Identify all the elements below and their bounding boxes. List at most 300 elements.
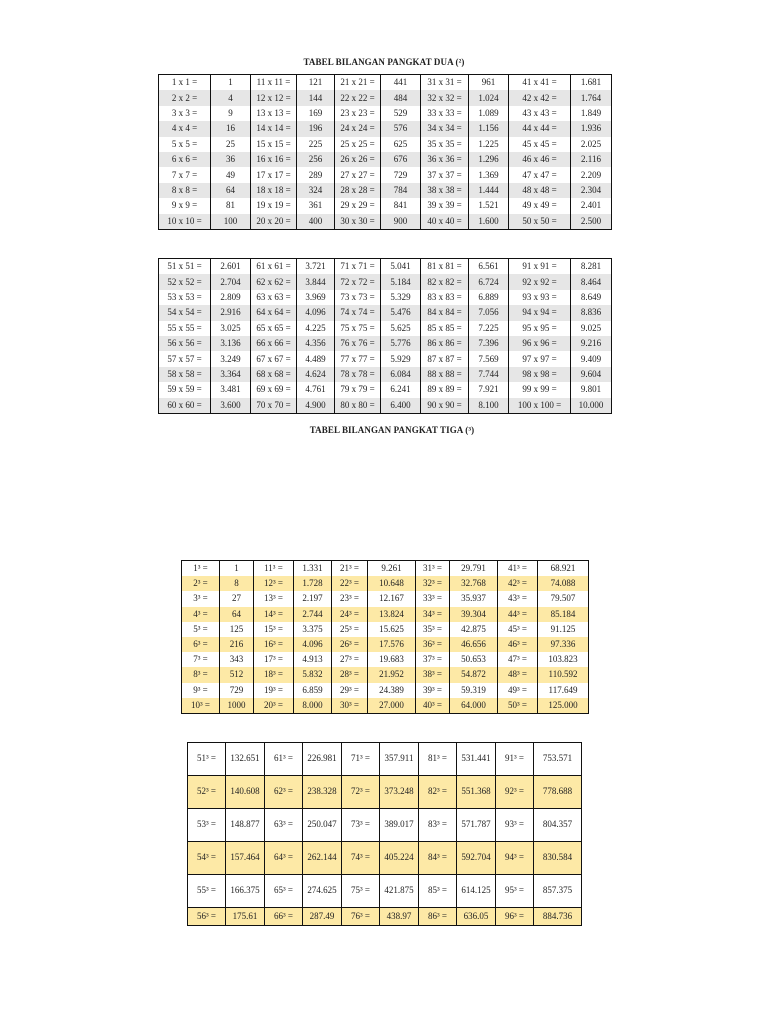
result-cell: 225 <box>297 137 335 152</box>
expression-cell: 51³ = <box>188 743 226 776</box>
result-cell: 1.849 <box>571 106 612 121</box>
expression-cell: 73 x 73 = <box>335 290 381 305</box>
result-cell: 50.653 <box>450 652 498 667</box>
expression-cell: 23 x 23 = <box>335 106 381 121</box>
result-cell: 361 <box>297 198 335 213</box>
expression-cell: 76³ = <box>342 908 380 926</box>
result-cell: 27 <box>220 591 254 606</box>
result-cell: 13.824 <box>368 607 416 622</box>
result-cell: 5.184 <box>381 274 421 289</box>
expression-cell: 46³ = <box>498 637 538 652</box>
expression-cell: 88 x 88 = <box>421 367 469 382</box>
expression-cell: 20 x 20 = <box>251 214 297 230</box>
expression-cell: 93³ = <box>496 809 534 842</box>
result-cell: 3.025 <box>211 321 251 336</box>
table-row <box>159 106 612 121</box>
table-row <box>159 198 612 213</box>
expression-cell: 15³ = <box>254 622 294 637</box>
result-cell: 64.000 <box>450 698 498 714</box>
result-cell: 636.05 <box>457 908 496 926</box>
result-cell: 79.507 <box>538 591 589 606</box>
expression-cell: 53 x 53 = <box>159 290 211 305</box>
expression-cell: 68 x 68 = <box>251 367 297 382</box>
result-cell: 7.921 <box>469 382 509 397</box>
result-cell: 157.464 <box>226 842 265 875</box>
result-cell: 8 <box>220 576 254 591</box>
expression-cell: 20³ = <box>254 698 294 714</box>
expression-cell: 11 x 11 = <box>251 75 297 91</box>
result-cell: 6.561 <box>469 259 509 275</box>
expression-cell: 94 x 94 = <box>509 305 571 320</box>
result-cell: 125.000 <box>538 698 589 714</box>
expression-cell: 94³ = <box>496 842 534 875</box>
result-cell: 529 <box>381 106 421 121</box>
result-cell: 729 <box>381 167 421 182</box>
expression-cell: 100 x 100 = <box>509 398 571 414</box>
expression-cell: 71³ = <box>342 743 380 776</box>
result-cell: 10.648 <box>368 576 416 591</box>
result-cell: 512 <box>220 667 254 682</box>
expression-cell: 69 x 69 = <box>251 382 297 397</box>
expression-cell: 4 x 4 = <box>159 121 211 136</box>
result-cell: 289 <box>297 167 335 182</box>
expression-cell: 24³ = <box>332 607 368 622</box>
table-row <box>159 321 612 336</box>
expression-cell: 82 x 82 = <box>421 274 469 289</box>
result-cell: 1.681 <box>571 75 612 91</box>
expression-cell: 72³ = <box>342 776 380 809</box>
expression-cell: 7 x 7 = <box>159 167 211 182</box>
result-cell: 148.877 <box>226 809 265 842</box>
expression-cell: 25³ = <box>332 622 368 637</box>
expression-cell: 5³ = <box>182 622 220 637</box>
result-cell: 54.872 <box>450 667 498 682</box>
result-cell: 9.801 <box>571 382 612 397</box>
result-cell: 132.651 <box>226 743 265 776</box>
result-cell: 262.144 <box>303 842 342 875</box>
result-cell: 287.49 <box>303 908 342 926</box>
result-cell: 226.981 <box>303 743 342 776</box>
result-cell: 1.296 <box>469 152 509 167</box>
expression-cell: 52³ = <box>188 776 226 809</box>
result-cell: 196 <box>297 121 335 136</box>
expression-cell: 85 x 85 = <box>421 321 469 336</box>
result-cell: 2.809 <box>211 290 251 305</box>
table-row <box>159 183 612 198</box>
result-cell: 10.000 <box>571 398 612 414</box>
expression-cell: 10 x 10 = <box>159 214 211 230</box>
result-cell: 5.476 <box>381 305 421 320</box>
result-cell: 4.761 <box>297 382 335 397</box>
expression-cell: 8³ = <box>182 667 220 682</box>
expression-cell: 72 x 72 = <box>335 274 381 289</box>
table-row <box>159 75 612 91</box>
expression-cell: 67 x 67 = <box>251 351 297 366</box>
result-cell: 4.624 <box>297 367 335 382</box>
expression-cell: 8 x 8 = <box>159 183 211 198</box>
expression-cell: 40³ = <box>416 698 450 714</box>
result-cell: 1.024 <box>469 90 509 105</box>
expression-cell: 43³ = <box>498 591 538 606</box>
table-row <box>159 382 612 397</box>
result-cell: 9 <box>211 106 251 121</box>
expression-cell: 84 x 84 = <box>421 305 469 320</box>
expression-cell: 91 x 91 = <box>509 259 571 275</box>
result-cell: 1.764 <box>571 90 612 105</box>
result-cell: 3.481 <box>211 382 251 397</box>
expression-cell: 6³ = <box>182 637 220 652</box>
result-cell: 1.521 <box>469 198 509 213</box>
expression-cell: 70 x 70 = <box>251 398 297 414</box>
expression-cell: 58 x 58 = <box>159 367 211 382</box>
result-cell: 4.913 <box>294 652 332 667</box>
expression-cell: 34 x 34 = <box>421 121 469 136</box>
expression-cell: 13³ = <box>254 591 294 606</box>
expression-cell: 15 x 15 = <box>251 137 297 152</box>
result-cell: 16 <box>211 121 251 136</box>
result-cell: 4.900 <box>297 398 335 414</box>
expression-cell: 86³ = <box>419 908 457 926</box>
expression-cell: 49³ = <box>498 683 538 698</box>
result-cell: 884.736 <box>534 908 582 926</box>
expression-cell: 36 x 36 = <box>421 152 469 167</box>
table-row <box>159 121 612 136</box>
result-cell: 97.336 <box>538 637 589 652</box>
table-row <box>159 137 612 152</box>
expression-cell: 32 x 32 = <box>421 90 469 105</box>
result-cell: 103.823 <box>538 652 589 667</box>
expression-cell: 52 x 52 = <box>159 274 211 289</box>
expression-cell: 39 x 39 = <box>421 198 469 213</box>
expression-cell: 85³ = <box>419 875 457 908</box>
result-cell: 256 <box>297 152 335 167</box>
result-cell: 6.889 <box>469 290 509 305</box>
expression-cell: 55³ = <box>188 875 226 908</box>
result-cell: 857.375 <box>534 875 582 908</box>
table-row <box>182 591 589 606</box>
result-cell: 2.704 <box>211 274 251 289</box>
result-cell: 6.724 <box>469 274 509 289</box>
expression-cell: 50 x 50 = <box>509 214 571 230</box>
expression-cell: 21 x 21 = <box>335 75 381 91</box>
expression-cell: 40 x 40 = <box>421 214 469 230</box>
result-cell: 438.97 <box>380 908 419 926</box>
result-cell: 729 <box>220 683 254 698</box>
expression-cell: 21³ = <box>332 561 368 577</box>
result-cell: 4 <box>211 90 251 105</box>
expression-cell: 17 x 17 = <box>251 167 297 182</box>
cubes-table-1 <box>181 560 589 714</box>
result-cell: 238.328 <box>303 776 342 809</box>
expression-cell: 31³ = <box>416 561 450 577</box>
table-row <box>159 398 612 414</box>
result-cell: 12.167 <box>368 591 416 606</box>
result-cell: 1.600 <box>469 214 509 230</box>
result-cell: 117.649 <box>538 683 589 698</box>
result-cell: 9.261 <box>368 561 416 577</box>
expression-cell: 89 x 89 = <box>421 382 469 397</box>
expression-cell: 64³ = <box>265 842 303 875</box>
result-cell: 3.249 <box>211 351 251 366</box>
result-cell: 804.357 <box>534 809 582 842</box>
result-cell: 8.464 <box>571 274 612 289</box>
result-cell: 1.369 <box>469 167 509 182</box>
result-cell: 4.356 <box>297 336 335 351</box>
result-cell: 74.088 <box>538 576 589 591</box>
expression-cell: 30³ = <box>332 698 368 714</box>
result-cell: 357.911 <box>380 743 419 776</box>
expression-cell: 61³ = <box>265 743 303 776</box>
expression-cell: 45 x 45 = <box>509 137 571 152</box>
expression-cell: 45³ = <box>498 622 538 637</box>
result-cell: 9.216 <box>571 336 612 351</box>
table-row <box>182 622 589 637</box>
result-cell: 2.304 <box>571 183 612 198</box>
result-cell: 110.592 <box>538 667 589 682</box>
expression-cell: 29³ = <box>332 683 368 698</box>
result-cell: 17.576 <box>368 637 416 652</box>
result-cell: 24.389 <box>368 683 416 698</box>
result-cell: 8.100 <box>469 398 509 414</box>
result-cell: 2.916 <box>211 305 251 320</box>
result-cell: 2.116 <box>571 152 612 167</box>
expression-cell: 87 x 87 = <box>421 351 469 366</box>
expression-cell: 80 x 80 = <box>335 398 381 414</box>
result-cell: 125 <box>220 622 254 637</box>
result-cell: 15.625 <box>368 622 416 637</box>
result-cell: 6.400 <box>381 398 421 414</box>
expression-cell: 33³ = <box>416 591 450 606</box>
expression-cell: 96 x 96 = <box>509 336 571 351</box>
expression-cell: 18³ = <box>254 667 294 682</box>
table-row <box>182 683 589 698</box>
expression-cell: 34³ = <box>416 607 450 622</box>
result-cell: 2.744 <box>294 607 332 622</box>
table-row <box>182 667 589 682</box>
result-cell: 5.329 <box>381 290 421 305</box>
expression-cell: 61 x 61 = <box>251 259 297 275</box>
result-cell: 900 <box>381 214 421 230</box>
result-cell: 36 <box>211 152 251 167</box>
expression-cell: 32³ = <box>416 576 450 591</box>
result-cell: 614.125 <box>457 875 496 908</box>
squares-table-2 <box>158 258 612 414</box>
expression-cell: 11³ = <box>254 561 294 577</box>
result-cell: 7.056 <box>469 305 509 320</box>
result-cell: 389.017 <box>380 809 419 842</box>
expression-cell: 26³ = <box>332 637 368 652</box>
expression-cell: 42³ = <box>498 576 538 591</box>
expression-cell: 19 x 19 = <box>251 198 297 213</box>
table-row <box>188 809 582 842</box>
expression-cell: 60 x 60 = <box>159 398 211 414</box>
result-cell: 6.859 <box>294 683 332 698</box>
result-cell: 250.047 <box>303 809 342 842</box>
expression-cell: 9 x 9 = <box>159 198 211 213</box>
result-cell: 1 <box>211 75 251 91</box>
expression-cell: 28³ = <box>332 667 368 682</box>
expression-cell: 7³ = <box>182 652 220 667</box>
expression-cell: 75 x 75 = <box>335 321 381 336</box>
table-row <box>159 305 612 320</box>
result-cell: 1.444 <box>469 183 509 198</box>
result-cell: 2.209 <box>571 167 612 182</box>
expression-cell: 22 x 22 = <box>335 90 381 105</box>
result-cell: 6.241 <box>381 382 421 397</box>
expression-cell: 49 x 49 = <box>509 198 571 213</box>
expression-cell: 37 x 37 = <box>421 167 469 182</box>
result-cell: 169 <box>297 106 335 121</box>
expression-cell: 5 x 5 = <box>159 137 211 152</box>
result-cell: 7.569 <box>469 351 509 366</box>
result-cell: 42.875 <box>450 622 498 637</box>
result-cell: 7.396 <box>469 336 509 351</box>
result-cell: 1 <box>220 561 254 577</box>
expression-cell: 25 x 25 = <box>335 137 381 152</box>
result-cell: 1.331 <box>294 561 332 577</box>
result-cell: 81 <box>211 198 251 213</box>
expression-cell: 91³ = <box>496 743 534 776</box>
result-cell: 85.184 <box>538 607 589 622</box>
expression-cell: 63³ = <box>265 809 303 842</box>
result-cell: 3.364 <box>211 367 251 382</box>
expression-cell: 77 x 77 = <box>335 351 381 366</box>
result-cell: 4.489 <box>297 351 335 366</box>
table-row <box>188 908 582 926</box>
expression-cell: 50³ = <box>498 698 538 714</box>
result-cell: 778.688 <box>534 776 582 809</box>
result-cell: 91.125 <box>538 622 589 637</box>
expression-cell: 54³ = <box>188 842 226 875</box>
expression-cell: 98 x 98 = <box>509 367 571 382</box>
expression-cell: 62 x 62 = <box>251 274 297 289</box>
result-cell: 571.787 <box>457 809 496 842</box>
expression-cell: 51 x 51 = <box>159 259 211 275</box>
result-cell: 784 <box>381 183 421 198</box>
expression-cell: 14³ = <box>254 607 294 622</box>
expression-cell: 1 x 1 = <box>159 75 211 91</box>
expression-cell: 43 x 43 = <box>509 106 571 121</box>
expression-cell: 95 x 95 = <box>509 321 571 336</box>
result-cell: 2.601 <box>211 259 251 275</box>
expression-cell: 10³ = <box>182 698 220 714</box>
expression-cell: 47 x 47 = <box>509 167 571 182</box>
expression-cell: 62³ = <box>265 776 303 809</box>
table-row <box>182 561 589 577</box>
result-cell: 274.625 <box>303 875 342 908</box>
expression-cell: 29 x 29 = <box>335 198 381 213</box>
result-cell: 46.656 <box>450 637 498 652</box>
result-cell: 9.604 <box>571 367 612 382</box>
expression-cell: 56 x 56 = <box>159 336 211 351</box>
result-cell: 2.500 <box>571 214 612 230</box>
expression-cell: 78 x 78 = <box>335 367 381 382</box>
title-cubes: TABEL BILANGAN PANGKAT TIGA (³) <box>309 425 475 435</box>
result-cell: 59.319 <box>450 683 498 698</box>
expression-cell: 63 x 63 = <box>251 290 297 305</box>
result-cell: 3.600 <box>211 398 251 414</box>
result-cell: 3.375 <box>294 622 332 637</box>
result-cell: 21.952 <box>368 667 416 682</box>
table-row <box>159 152 612 167</box>
table-row <box>159 259 612 275</box>
result-cell: 8.836 <box>571 305 612 320</box>
expression-cell: 3³ = <box>182 591 220 606</box>
expression-cell: 83³ = <box>419 809 457 842</box>
expression-cell: 75³ = <box>342 875 380 908</box>
result-cell: 551.368 <box>457 776 496 809</box>
expression-cell: 92³ = <box>496 776 534 809</box>
result-cell: 1.936 <box>571 121 612 136</box>
expression-cell: 1³ = <box>182 561 220 577</box>
expression-cell: 24 x 24 = <box>335 121 381 136</box>
expression-cell: 82³ = <box>419 776 457 809</box>
expression-cell: 3 x 3 = <box>159 106 211 121</box>
result-cell: 8.281 <box>571 259 612 275</box>
table-row <box>188 875 582 908</box>
expression-cell: 30 x 30 = <box>335 214 381 230</box>
result-cell: 5.041 <box>381 259 421 275</box>
expression-cell: 37³ = <box>416 652 450 667</box>
result-cell: 5.776 <box>381 336 421 351</box>
result-cell: 531.441 <box>457 743 496 776</box>
result-cell: 1.156 <box>469 121 509 136</box>
expression-cell: 16 x 16 = <box>251 152 297 167</box>
expression-cell: 81 x 81 = <box>421 259 469 275</box>
result-cell: 484 <box>381 90 421 105</box>
result-cell: 2.197 <box>294 591 332 606</box>
result-cell: 1000 <box>220 698 254 714</box>
result-cell: 3.969 <box>297 290 335 305</box>
title-squares: TABEL BILANGAN PANGKAT DUA (²) <box>303 57 465 67</box>
result-cell: 68.921 <box>538 561 589 577</box>
expression-cell: 97 x 97 = <box>509 351 571 366</box>
result-cell: 25 <box>211 137 251 152</box>
expression-cell: 96³ = <box>496 908 534 926</box>
expression-cell: 48³ = <box>498 667 538 682</box>
result-cell: 2.401 <box>571 198 612 213</box>
expression-cell: 71 x 71 = <box>335 259 381 275</box>
result-cell: 166.375 <box>226 875 265 908</box>
expression-cell: 57 x 57 = <box>159 351 211 366</box>
table-row <box>159 290 612 305</box>
expression-cell: 42 x 42 = <box>509 90 571 105</box>
result-cell: 5.625 <box>381 321 421 336</box>
expression-cell: 83 x 83 = <box>421 290 469 305</box>
expression-cell: 12 x 12 = <box>251 90 297 105</box>
expression-cell: 95³ = <box>496 875 534 908</box>
expression-cell: 41 x 41 = <box>509 75 571 91</box>
expression-cell: 76 x 76 = <box>335 336 381 351</box>
result-cell: 1.225 <box>469 137 509 152</box>
table-row <box>182 607 589 622</box>
result-cell: 9.409 <box>571 351 612 366</box>
expression-cell: 23³ = <box>332 591 368 606</box>
result-cell: 421.875 <box>380 875 419 908</box>
result-cell: 49 <box>211 167 251 182</box>
expression-cell: 84³ = <box>419 842 457 875</box>
table-row <box>159 214 612 230</box>
expression-cell: 86 x 86 = <box>421 336 469 351</box>
result-cell: 441 <box>381 75 421 91</box>
result-cell: 8.000 <box>294 698 332 714</box>
expression-cell: 59 x 59 = <box>159 382 211 397</box>
expression-cell: 9³ = <box>182 683 220 698</box>
result-cell: 7.744 <box>469 367 509 382</box>
result-cell: 64 <box>211 183 251 198</box>
result-cell: 405.224 <box>380 842 419 875</box>
expression-cell: 64 x 64 = <box>251 305 297 320</box>
